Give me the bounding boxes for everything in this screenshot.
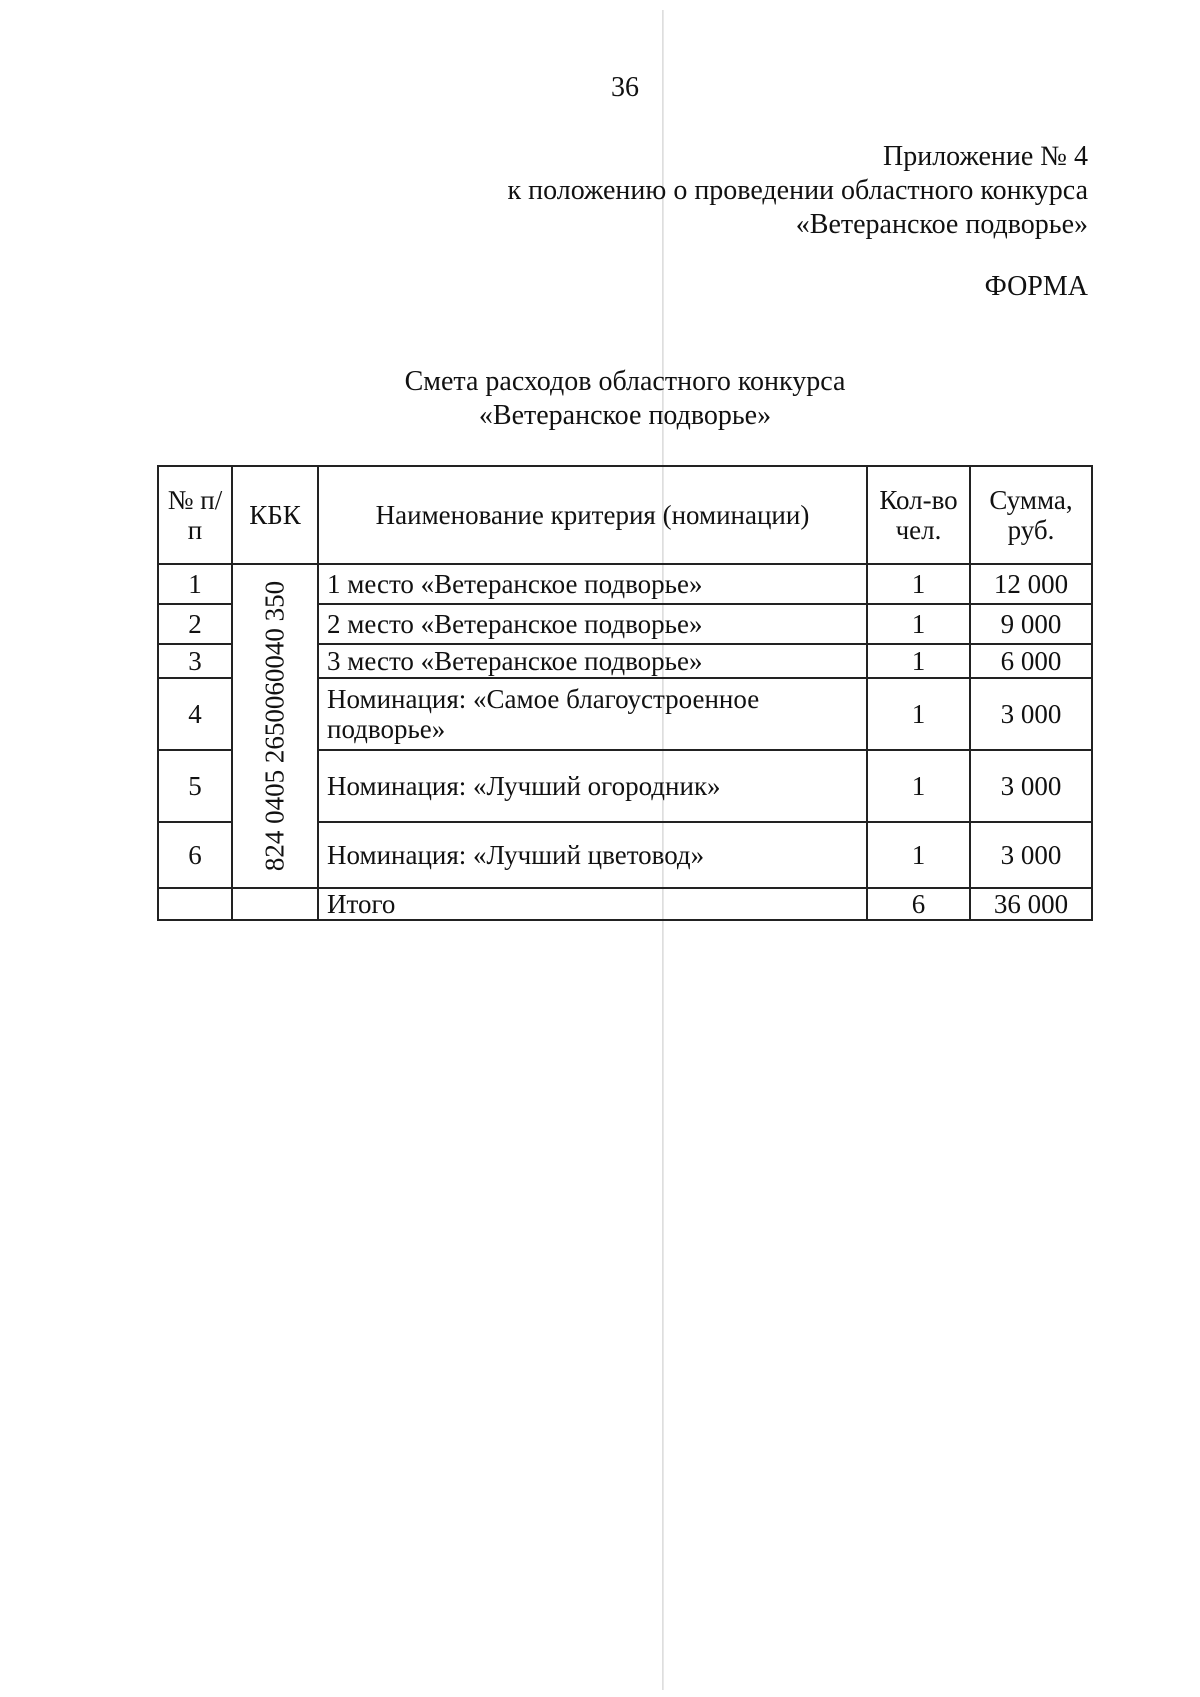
- row-qty: 1: [867, 678, 970, 750]
- row-name: Номинация: «Лучший цветовод»: [318, 822, 867, 888]
- total-sum: 36 000: [970, 888, 1092, 920]
- row-num: 1: [158, 564, 232, 604]
- row-name: 3 место «Ветеранское подворье»: [318, 644, 867, 678]
- row-num: 3: [158, 644, 232, 678]
- table-row: [158, 564, 1092, 604]
- row-num: 5: [158, 750, 232, 822]
- row-qty: 1: [867, 750, 970, 822]
- row-sum: 3 000: [970, 750, 1092, 822]
- row-sum: 12 000: [970, 564, 1092, 604]
- page-number: 36: [611, 72, 639, 103]
- header-num: № п/п: [158, 466, 232, 564]
- header-qty: Кол-во чел.: [867, 466, 970, 564]
- total-empty-cell: [158, 888, 232, 920]
- appendix-header: [508, 140, 1088, 242]
- row-qty: 1: [867, 644, 970, 678]
- row-num: 6: [158, 822, 232, 888]
- appendix-line: Приложение № 4: [883, 141, 1088, 172]
- document-title: [0, 365, 1200, 433]
- kbk-cell: [232, 564, 318, 888]
- row-qty: 1: [867, 564, 970, 604]
- kbk-code: 824 0405 2650060040 350: [259, 580, 290, 872]
- appendix-line: «Ветеранское подворье»: [795, 209, 1088, 240]
- header-sum: Сумма, руб.: [970, 466, 1092, 564]
- table-header-row: [158, 466, 1092, 564]
- row-qty: 1: [867, 604, 970, 644]
- form-label: ФОРМА: [984, 271, 1088, 302]
- appendix-line: к положению о проведении областного конкурса: [507, 175, 1088, 206]
- row-name: Номинация: «Лучший огородник»: [318, 750, 867, 822]
- row-sum: 3 000: [970, 822, 1092, 888]
- row-num: 2: [158, 604, 232, 644]
- total-empty-cell: [232, 888, 318, 920]
- header-kbk: КБК: [232, 466, 318, 564]
- total-row: [158, 888, 1092, 920]
- row-name: Номинация: «Самое благоустроенное подворье»: [318, 678, 867, 750]
- header-name: Наименование критерия (номинации): [318, 466, 867, 564]
- row-name: 2 место «Ветеранское подворье»: [318, 604, 867, 644]
- row-sum: 6 000: [970, 644, 1092, 678]
- row-num: 4: [158, 678, 232, 750]
- total-label: Итого: [318, 888, 867, 920]
- row-name: 1 место «Ветеранское подворье»: [318, 564, 867, 604]
- total-qty: 6: [867, 888, 970, 920]
- row-sum: 3 000: [970, 678, 1092, 750]
- title-line: Смета расходов областного конкурса: [404, 366, 846, 397]
- budget-table: [157, 465, 1093, 921]
- row-sum: 9 000: [970, 604, 1092, 644]
- row-qty: 1: [867, 822, 970, 888]
- title-line: «Ветеранское подворье»: [478, 400, 772, 431]
